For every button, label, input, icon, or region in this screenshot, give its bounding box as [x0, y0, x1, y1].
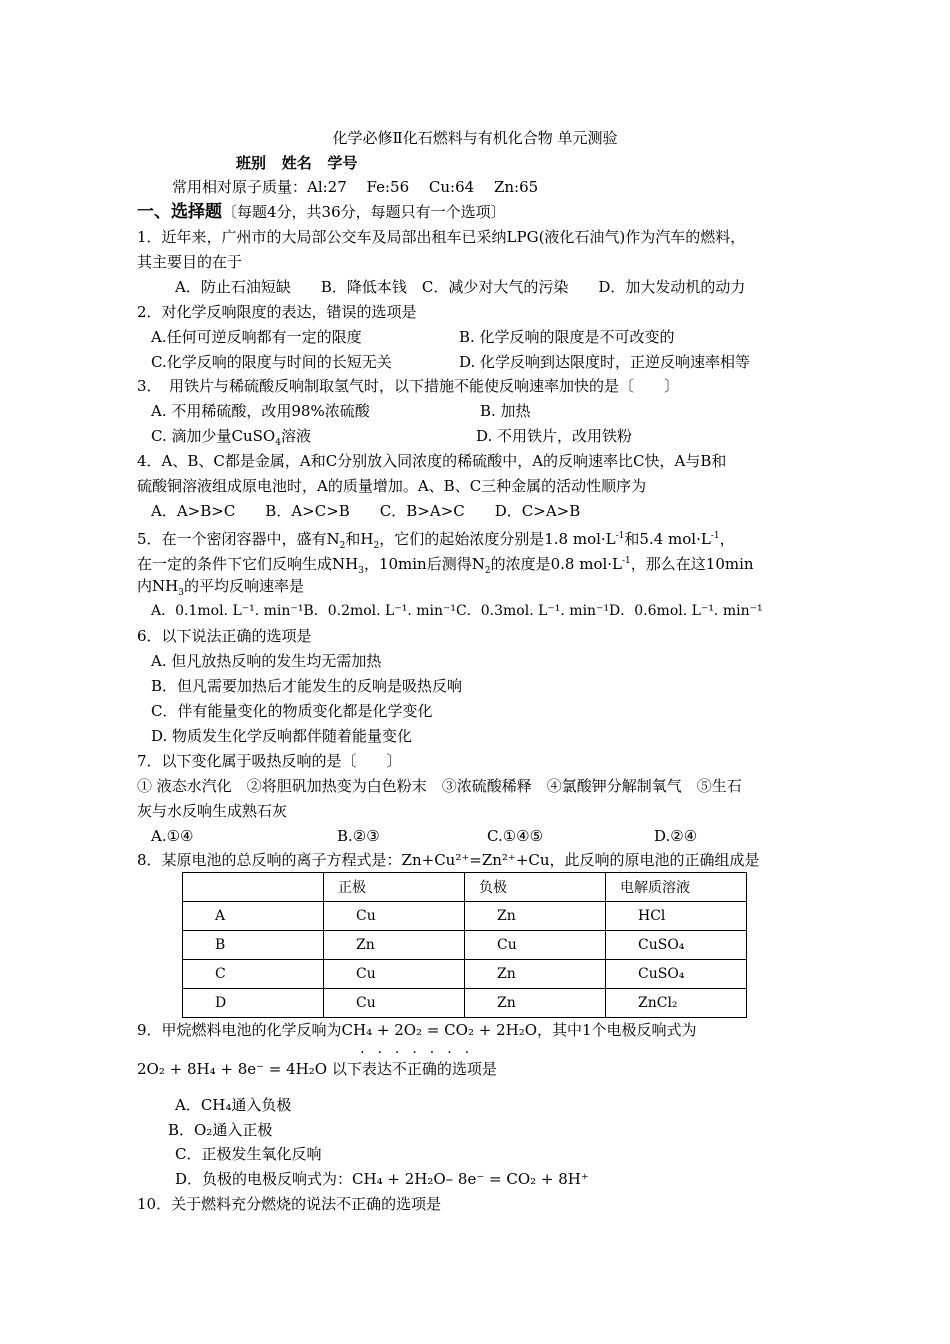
q5-text: 的浓度是0.8 mol·L: [490, 555, 622, 573]
class-label: 班别: [236, 154, 267, 172]
name-label: 姓名: [281, 154, 312, 172]
q6-option-c: C．伴有能量变化的物质变化都是化学变化: [151, 702, 433, 720]
table-header-cell: 正极: [324, 873, 465, 902]
q3-option-c-text: C. 滴加少量CuSO: [151, 427, 276, 445]
table-cell: C: [183, 960, 324, 989]
q9-option-d: D．负极的电极反响式为：CH₄ + 2H₂O– 8e⁻ = CO₂ + 8H⁺: [175, 1170, 589, 1188]
number-label: 学号: [327, 154, 358, 172]
q9-line2: 2O₂ + 8H₄ + 8e⁻ = 4H₂O 以下表达不正确的选项是: [137, 1060, 497, 1078]
q5-text: 和H: [345, 530, 374, 548]
q7-option-a: A.①④: [151, 827, 194, 845]
q6-option-a: A. 但凡放热反响的发生均无需加热: [151, 652, 382, 670]
atomic-mass-line: 常用相对原子质量：Al:27 Fe:56 Cu:64 Zn:65: [172, 178, 539, 196]
q7-option-c: C.①④⑤: [487, 827, 544, 845]
table-cell: Zn: [465, 902, 606, 931]
q3-stem: 3． 用铁片与稀硫酸反响制取氢气时，以下措施不能使反响速率加快的是〔 〕: [137, 377, 680, 395]
q6-stem: 6．以下说法正确的选项是: [137, 627, 312, 645]
table-cell: Cu: [324, 902, 465, 931]
q7-line1: ① 液态水汽化 ②将胆矾加热变为白色粉末 ③浓硫酸稀释 ④氯酸钾分解制氧气 ⑤生石: [137, 777, 742, 795]
table-header-row: [183, 873, 747, 902]
section1-heading: [137, 202, 506, 222]
q6-option-d: D. 物质发生化学反响都伴随着能量变化: [151, 727, 413, 745]
q5-text: ，: [719, 530, 735, 548]
q5-sub: 2: [339, 541, 346, 551]
q9-option-a: A．CH₄通入负极: [175, 1096, 292, 1114]
q4-line2: 硫酸铜溶液组成原电池时，A的质量增加。A、B、C三种金属的活动性顺序为: [137, 477, 647, 495]
q5-text: 内NH: [137, 577, 179, 595]
q3-option-d: D. 不用铁片，改用铁粉: [476, 427, 633, 445]
q5-sup: -1: [622, 556, 631, 566]
table-header-cell: [183, 873, 324, 902]
q5-sup: -1: [615, 531, 625, 541]
q2-option-b: B. 化学反响的限度是不可改变的: [459, 328, 675, 346]
q5-text: 的平均反响速率是: [183, 577, 304, 595]
q8-stem: 8．某原电池的总反响的离子方程式是：Zn+Cu²⁺=Zn²⁺+Cu，此反响的原电池的正确组成是: [137, 851, 760, 869]
table-cell: ZnCl₂: [606, 989, 747, 1018]
q5-sub: 3: [178, 588, 184, 598]
section1-note: 〔每题4分，共36分，每题只有一个选项〕: [222, 203, 506, 221]
q5-text: 在一定的条件下它们反响生成NH: [137, 555, 359, 573]
emphasis-dots: .......: [360, 1041, 483, 1057]
q2-option-d: D. 化学反响到达限度时，正逆反响速率相等: [459, 353, 751, 371]
q3-option-a: A. 不用稀硫酸，改用98%浓硫酸: [151, 402, 370, 420]
q5-sub: 3: [358, 566, 364, 576]
q3-option-b: B. 加热: [480, 402, 531, 420]
q5-sup: -1: [710, 531, 720, 541]
q4-line1: 4．A、B、C都是金属，A和C分别放入同浓度的稀硫酸中，A的反响速率比C快，A与B和: [137, 452, 727, 470]
class-name-number-line: [236, 153, 357, 173]
q3-option-c-sub: 4: [275, 438, 281, 448]
q5-sub: 2: [484, 566, 491, 576]
table-cell: Cu: [324, 989, 465, 1018]
q3-option-c-tail: 溶液: [280, 427, 311, 445]
table-row: [183, 960, 747, 989]
q4-options: A．A>B>C B．A>C>B C．B>A>C D．C>A>B: [151, 502, 581, 520]
q9-line1: 9．甲烷燃料电池的化学反响为CH₄ + 2O₂ = CO₂ + 2H₂O，其中1个电极反响式为: [137, 1021, 697, 1039]
table-header-cell: 电解质溶液: [606, 873, 747, 902]
q5-text: 5．在一个密闭容器中，盛有N: [137, 530, 340, 548]
q7-line2: 灰与水反响生成熟石灰: [137, 802, 288, 820]
q7-option-b: B.②③: [337, 827, 380, 845]
q5-text: ，那么在这10min: [630, 555, 754, 573]
table-cell: B: [183, 931, 324, 960]
table-row: [183, 931, 747, 960]
q10-stem: 10．关于燃料充分燃烧的说法不正确的选项是: [137, 1195, 442, 1213]
table-cell: Zn: [465, 960, 606, 989]
table-row: [183, 902, 747, 931]
q5-text: ，10min后测得N: [363, 555, 485, 573]
q6-option-b: B．但凡需要加热后才能发生的反响是吸热反响: [151, 677, 463, 695]
q9-option-c: C．正极发生氧化反响: [175, 1145, 322, 1163]
q1-line1: 1．近年来，广州市的大局部公交车及局部出租车已采纳LPG(液化石油气)作为汽车的燃料，: [137, 228, 746, 246]
table-cell: A: [183, 902, 324, 931]
q9-option-b: B．O₂通入正极: [168, 1121, 273, 1139]
table-cell: CuSO₄: [606, 960, 747, 989]
q5-text: 和5.4 mol·L: [624, 530, 711, 548]
q7-option-d: D.②④: [654, 827, 698, 845]
table-cell: Zn: [465, 989, 606, 1018]
q8-table: [182, 872, 747, 1018]
q2-option-a: A.任何可逆反响都有一定的限度: [151, 328, 362, 346]
q5-options: A．0.1mol. L⁻¹. min⁻¹B．0.2mol. L⁻¹. min⁻¹C．0.3mol. L⁻¹. min⁻¹D．0.6mol. L⁻¹. min⁻¹: [151, 603, 763, 619]
q3-option-c: [151, 426, 311, 453]
table-cell: D: [183, 989, 324, 1018]
q7-stem: 7．以下变化属于吸热反响的是〔 〕: [137, 752, 402, 770]
table-cell: CuSO₄: [606, 931, 747, 960]
table-cell: HCl: [606, 902, 747, 931]
q5-sub: 2: [373, 541, 380, 551]
q5-text: ，它们的起始浓度分别是1.8 mol·L: [379, 530, 616, 548]
q1-line2: 其主要目的在于: [137, 253, 243, 271]
q1-options: A．防止石油短缺 B．降低本钱 C．减少对大气的污染 D．加大发动机的动力: [175, 278, 746, 296]
table-cell: Cu: [324, 960, 465, 989]
q2-option-c: C.化学反响的限度与时间的长短无关: [151, 353, 392, 371]
table-cell: Cu: [465, 931, 606, 960]
page-title: 化学必修Ⅱ化石燃料与有机化合物 单元测验: [332, 129, 618, 147]
table-header-cell: 负极: [465, 873, 606, 902]
table-cell: Zn: [324, 931, 465, 960]
q5-line3: [137, 576, 304, 603]
section1-title: 一、选择题: [137, 202, 222, 222]
table-row: [183, 989, 747, 1018]
q2-stem: 2．对化学反响限度的表达，错误的选项是: [137, 303, 417, 321]
